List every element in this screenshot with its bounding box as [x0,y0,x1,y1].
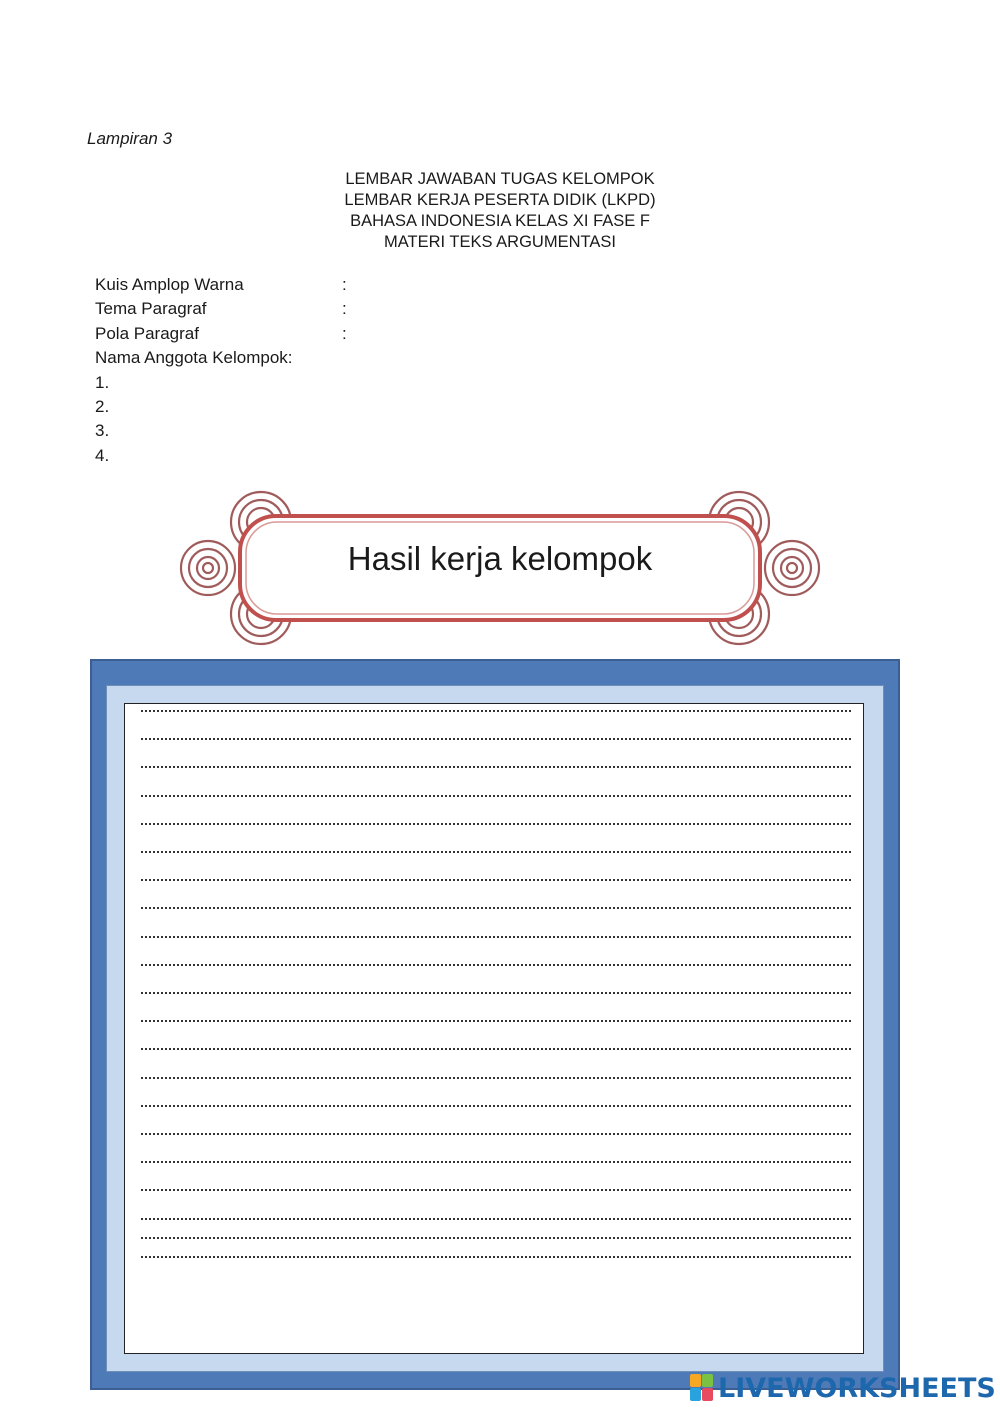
header-line: LEMBAR KERJA PESERTA DIDIK (LKPD) [344,191,656,209]
answer-box-outer-frame [90,659,900,1390]
field-colon: : [342,323,347,343]
dotted-answer-line[interactable] [141,1189,851,1191]
dotted-answer-line[interactable] [141,795,851,797]
group-info-fields [95,273,347,468]
dotted-answer-line[interactable] [141,1020,851,1022]
attachment-label: Lampiran 3 [87,129,173,148]
field-nama-anggota [95,346,293,370]
dotted-answer-line[interactable] [141,1133,851,1135]
dotted-answer-line[interactable] [141,992,851,994]
field-tema-paragraf [95,297,347,321]
dotted-answer-line[interactable] [141,1218,851,1220]
answer-box-inner-frame [106,685,884,1372]
dotted-answer-line[interactable] [141,1105,851,1107]
dotted-answer-line[interactable] [141,964,851,966]
answer-writing-area[interactable] [124,703,864,1354]
dotted-answer-line[interactable] [141,1256,851,1258]
dotted-answer-line[interactable] [141,1048,851,1050]
field-label: Pola Paragraf [95,323,199,343]
dotted-answer-line[interactable] [141,1077,851,1079]
field-label: Nama Anggota Kelompok: [95,348,293,368]
liveworksheets-logo-icon [690,1374,714,1402]
dotted-answer-line[interactable] [141,1161,851,1163]
dotted-answer-line[interactable] [141,738,851,740]
dotted-answer-line[interactable] [141,907,851,909]
dotted-answer-line[interactable] [141,1237,851,1239]
field-colon: : [342,299,347,319]
header-line: MATERI TEKS ARGUMENTASI [384,233,616,251]
member-number: 2. [95,396,110,416]
member-item [95,444,293,468]
field-kuis-amplop-warna [95,273,347,297]
field-pola-paragraf [95,322,347,346]
member-number: 1. [95,372,110,392]
dotted-answer-line[interactable] [141,879,851,881]
watermark-text: LIVEWORKSHEETS [718,1372,996,1404]
dotted-answer-line[interactable] [141,823,851,825]
dotted-answer-line[interactable] [141,710,851,712]
member-item [95,419,293,443]
banner-title: Hasil kerja kelompok [347,540,653,577]
member-number: 4. [95,445,110,465]
field-label: Tema Paragraf [95,299,207,319]
result-banner [176,488,824,648]
liveworksheets-watermark [690,1372,996,1404]
header-line: LEMBAR JAWABAN TUGAS KELOMPOK [345,170,655,188]
header-line: BAHASA INDONESIA KELAS XI FASE F [350,212,650,230]
dotted-answer-line[interactable] [141,851,851,853]
document-header [0,169,1000,253]
field-label: Kuis Amplop Warna [95,275,244,294]
field-colon: : [342,275,347,294]
member-item [95,371,293,395]
dotted-answer-line[interactable] [141,936,851,938]
dotted-answer-line[interactable] [141,766,851,768]
member-item [95,395,293,419]
member-number: 3. [95,421,110,441]
